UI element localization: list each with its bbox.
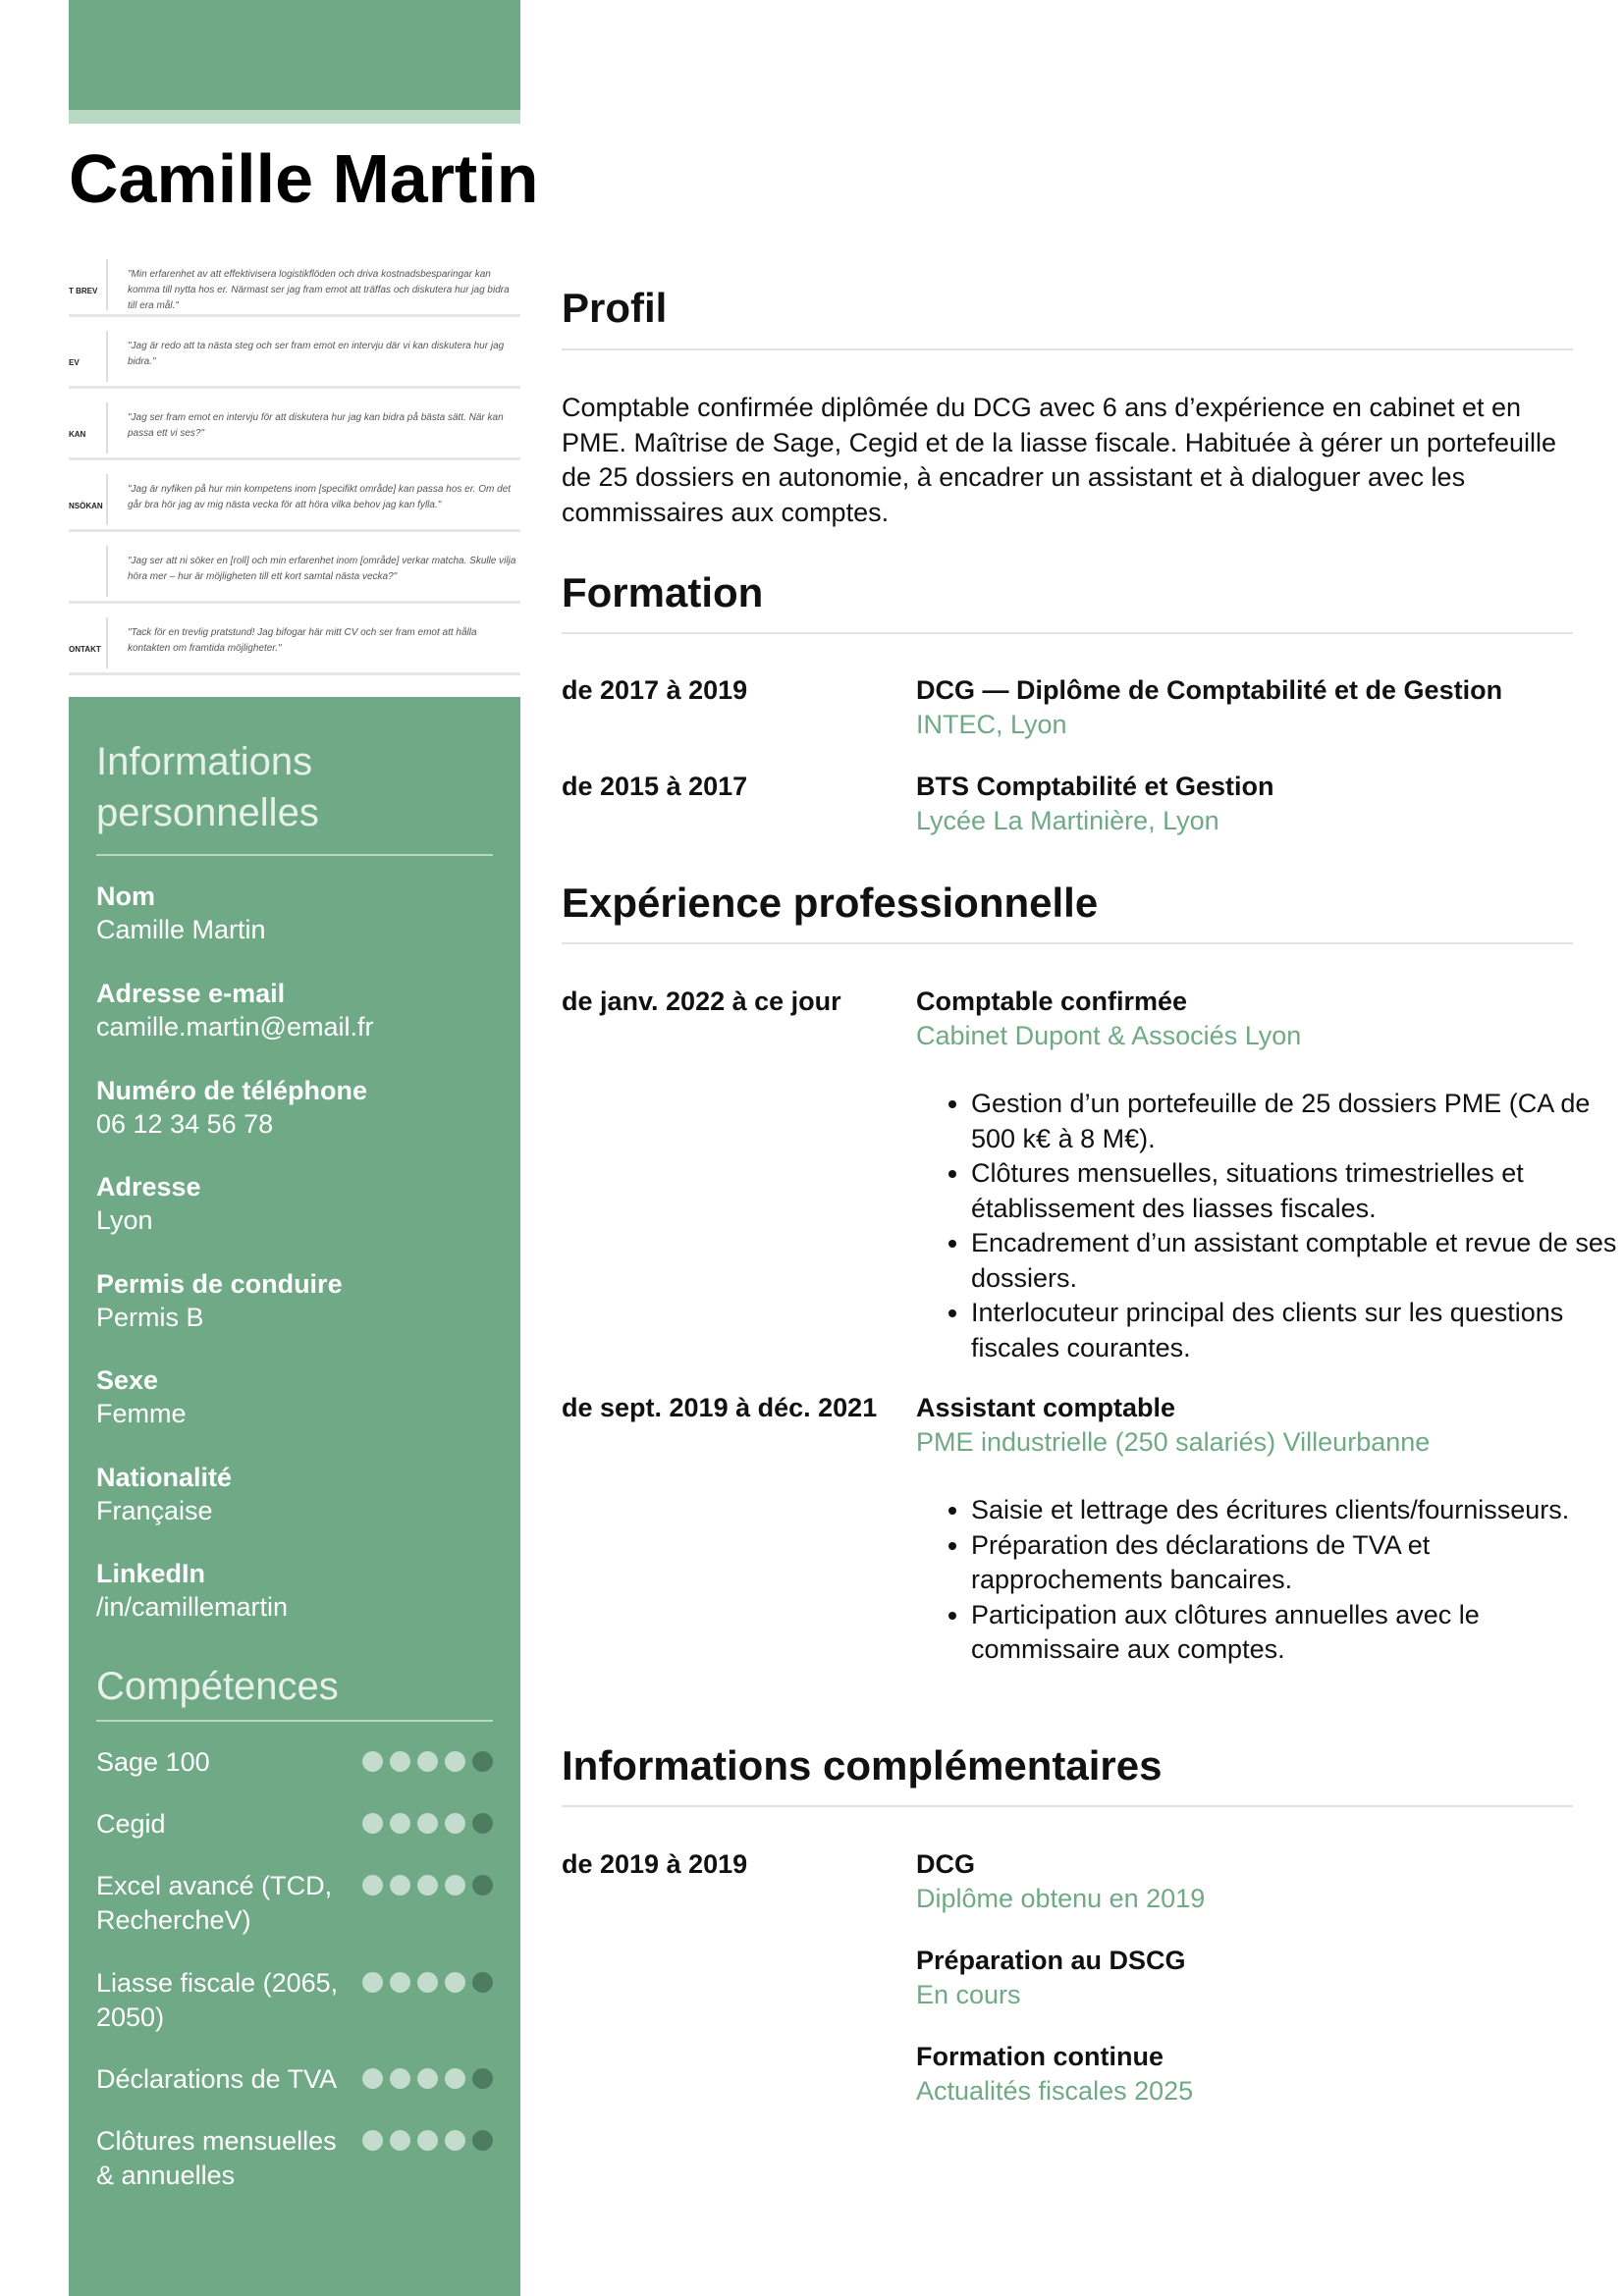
personal-info-heading [96, 736, 319, 838]
skill-name: Clôtures mensuelles & annuelles [96, 2126, 337, 2190]
education-heading: Formation [562, 569, 764, 615]
rating-dot-filled [390, 2130, 410, 2151]
rating-dot-empty [472, 1813, 493, 1834]
info-label-linkedin: LinkedIn [96, 1559, 206, 1588]
image-row-tag: EV [69, 358, 80, 367]
education-title: DCG — Diplôme de Comptabilité et de Gestion [916, 675, 1503, 705]
additional-title: Formation continue [916, 2042, 1164, 2071]
rating-dot-filled [417, 2130, 438, 2151]
additional-date: de 2019 à 2019 [562, 1849, 748, 1879]
info-value-sex: Femme [96, 1399, 187, 1428]
rating-dot-filled [417, 1751, 438, 1772]
skill-name: Cegid [96, 1809, 166, 1839]
rating-dot-filled [445, 1875, 465, 1896]
rating-dot-empty [472, 2130, 493, 2151]
image-row-text: "Jag ser fram emot en intervju för att diskutera hur jag kan bidra på bästa sätt. När kan passa ett vi ses?" [128, 412, 504, 439]
image-row-tag: ONTAKT [69, 645, 101, 654]
image-row [69, 400, 520, 460]
info-label-email: Adresse e-mail [96, 979, 286, 1008]
info-value-phone: 06 12 34 56 78 [96, 1109, 274, 1139]
image-row-tag: NSÖKAN [69, 502, 103, 510]
experience-bullets [916, 1493, 1619, 1668]
rating-dot-filled [390, 1875, 410, 1896]
image-row [69, 544, 520, 604]
skill-name: Sage 100 [96, 1747, 210, 1777]
skill-rating [362, 1813, 493, 1834]
image-row [69, 472, 520, 532]
rating-dot-filled [445, 2130, 465, 2151]
image-row [69, 257, 520, 317]
image-row-text: "Tack för en trevlig pratstund! Jag bifogar här mitt CV och ser fram emot att hålla kontakten om framtida möjligheter." [128, 627, 477, 654]
experience-bullet: • Clôtures mensuelles, situations trimestrielles et établissement des liasses fiscales. [971, 1156, 1619, 1226]
additional-heading: Informations complémentaires [562, 1742, 1163, 1789]
personal-info-heading-line1: Informations [96, 740, 313, 783]
rating-dot-empty [472, 2068, 493, 2089]
image-row-tag: KAN [69, 430, 86, 439]
skill-rating [362, 1751, 493, 1772]
education-date: de 2017 à 2019 [562, 675, 748, 705]
info-value-license: Permis B [96, 1303, 204, 1332]
info-value-nationality: Française [96, 1496, 213, 1525]
skill-name: Excel avancé (TCD, RechercheV) [96, 1871, 333, 1935]
experience-bullet: • Interlocuteur principal des clients sur les questions fiscales courantes. [971, 1296, 1619, 1365]
divider [562, 942, 1573, 944]
profile-heading: Profil [562, 285, 668, 331]
divider [562, 1805, 1573, 1807]
experience-bullet: • Encadrement d’un assistant comptable et revue de ses dossiers. [971, 1226, 1619, 1296]
image-row [69, 615, 520, 675]
info-value-name: Camille Martin [96, 915, 266, 944]
additional-title: DCG [916, 1849, 975, 1879]
image-row-text: "Jag är redo att ta nästa steg och ser fram emot en intervju där vi kan diskutera hur jag bidra." [128, 341, 505, 367]
rating-dot-filled [445, 1972, 465, 1993]
personal-info-heading-line2: personnelles [96, 791, 319, 834]
skill-rating [362, 1875, 493, 1896]
experience-bullet: • Préparation des déclarations de TVA et rapprochements bancaires. [971, 1528, 1619, 1598]
rating-dot-filled [390, 2068, 410, 2089]
image-row-text: "Jag ser att ni söker en [roll] och min erfarenhet inom [område] verkar matcha. Skulle vilja höra mer – hur är möjligheten till ett kort samtal nästa vecka?" [128, 556, 516, 582]
profile-text: Comptable confirmée diplômée du DCG avec 6 ans d’expérience en cabinet et en PME. Maîtrise de Sage, Cegid et de la liasse fiscale. Habituée à gérer un portefeuille de 25 dossiers en autonomie, à encadrer un assistant et à dialoguer avec les commissaires aux comptes. [562, 393, 1557, 527]
rating-dot-filled [417, 1813, 438, 1834]
additional-sub: Actualités fiscales 2025 [916, 2076, 1194, 2106]
rating-dot-empty [472, 1751, 493, 1772]
skill-name: Liasse fiscale (2065, 2050) [96, 1968, 339, 2032]
experience-date: de janv. 2022 à ce jour [562, 987, 841, 1016]
experience-bullet: • Gestion d’un portefeuille de 25 dossiers PME (CA de 500 k€ à 8 M€). [971, 1087, 1619, 1156]
experience-heading: Expérience professionnelle [562, 880, 1099, 926]
rating-dot-filled [417, 1875, 438, 1896]
experience-bullet: • Saisie et lettrage des écritures clients/fournisseurs. [971, 1493, 1619, 1528]
rating-dot-filled [362, 1813, 383, 1834]
image-row-text: "Min erfarenhet av att effektivisera logistikflöden och driva kostnadsbesparingar kan komma till nytta hos er. Närmast ser jag fram emot att träffas och diskutera hur jag bidra till era mål." [128, 269, 510, 311]
sidebar [69, 697, 520, 2296]
education-date: de 2015 à 2017 [562, 772, 748, 801]
skill-rating [362, 1972, 493, 1993]
profile-image [69, 257, 520, 677]
rating-dot-filled [417, 2068, 438, 2089]
info-label-nationality: Nationalité [96, 1463, 233, 1492]
experience-bullets [916, 1087, 1619, 1365]
education-title: BTS Comptabilité et Gestion [916, 772, 1274, 801]
rating-dot-empty [472, 1875, 493, 1896]
skill-rating [362, 2130, 493, 2151]
skill-name: Déclarations de TVA [96, 2064, 338, 2094]
additional-sub: Diplôme obtenu en 2019 [916, 1884, 1206, 1913]
sidebar-header-stripe [69, 110, 520, 124]
info-value-email: camille.martin@email.fr [96, 1012, 374, 1041]
experience-company: Cabinet Dupont & Associés Lyon [916, 1021, 1302, 1050]
education-school: INTEC, Lyon [916, 710, 1067, 739]
rating-dot-filled [445, 1813, 465, 1834]
info-value-linkedin: /in/camillemartin [96, 1592, 289, 1622]
additional-sub: En cours [916, 1980, 1021, 2009]
rating-dot-filled [362, 1875, 383, 1896]
info-label-sex: Sexe [96, 1365, 159, 1395]
rating-dot-filled [417, 1972, 438, 1993]
experience-date: de sept. 2019 à déc. 2021 [562, 1393, 878, 1422]
rating-dot-empty [472, 1972, 493, 1993]
rating-dot-filled [362, 1751, 383, 1772]
divider [562, 348, 1573, 350]
info-label-license: Permis de conduire [96, 1269, 343, 1299]
info-label-name: Nom [96, 881, 155, 911]
rating-dot-filled [362, 1972, 383, 1993]
info-label-address: Adresse [96, 1172, 201, 1201]
rating-dot-filled [390, 1751, 410, 1772]
experience-company: PME industrielle (250 salariés) Villeurbanne [916, 1427, 1431, 1457]
divider [96, 1720, 493, 1722]
info-value-address: Lyon [96, 1205, 153, 1235]
divider [96, 854, 493, 856]
divider [562, 632, 1573, 634]
rating-dot-filled [362, 2068, 383, 2089]
info-label-phone: Numéro de téléphone [96, 1076, 368, 1105]
image-row [69, 329, 520, 389]
skills-heading: Compétences [96, 1665, 339, 1708]
experience-title: Assistant comptable [916, 1393, 1176, 1422]
rating-dot-filled [445, 2068, 465, 2089]
education-school: Lycée La Martinière, Lyon [916, 806, 1219, 835]
sidebar-header-band [69, 0, 520, 110]
rating-dot-filled [390, 1813, 410, 1834]
additional-title: Préparation au DSCG [916, 1946, 1186, 1975]
rating-dot-filled [445, 1751, 465, 1772]
experience-title: Comptable confirmée [916, 987, 1188, 1016]
image-row-text: "Jag är nyfiken på hur min kompetens inom [specifikt område] kan passa hos er. Om det går bra hör jag av mig nästa vecka för att höra vilka behov jag kan fylla." [128, 484, 512, 510]
experience-bullet: • Participation aux clôtures annuelles avec le commissaire aux comptes. [971, 1598, 1619, 1668]
skill-rating [362, 2068, 493, 2089]
rating-dot-filled [362, 2130, 383, 2151]
candidate-name: Camille Martin [69, 140, 539, 217]
rating-dot-filled [390, 1972, 410, 1993]
image-row-tag: T BREV [69, 287, 98, 295]
